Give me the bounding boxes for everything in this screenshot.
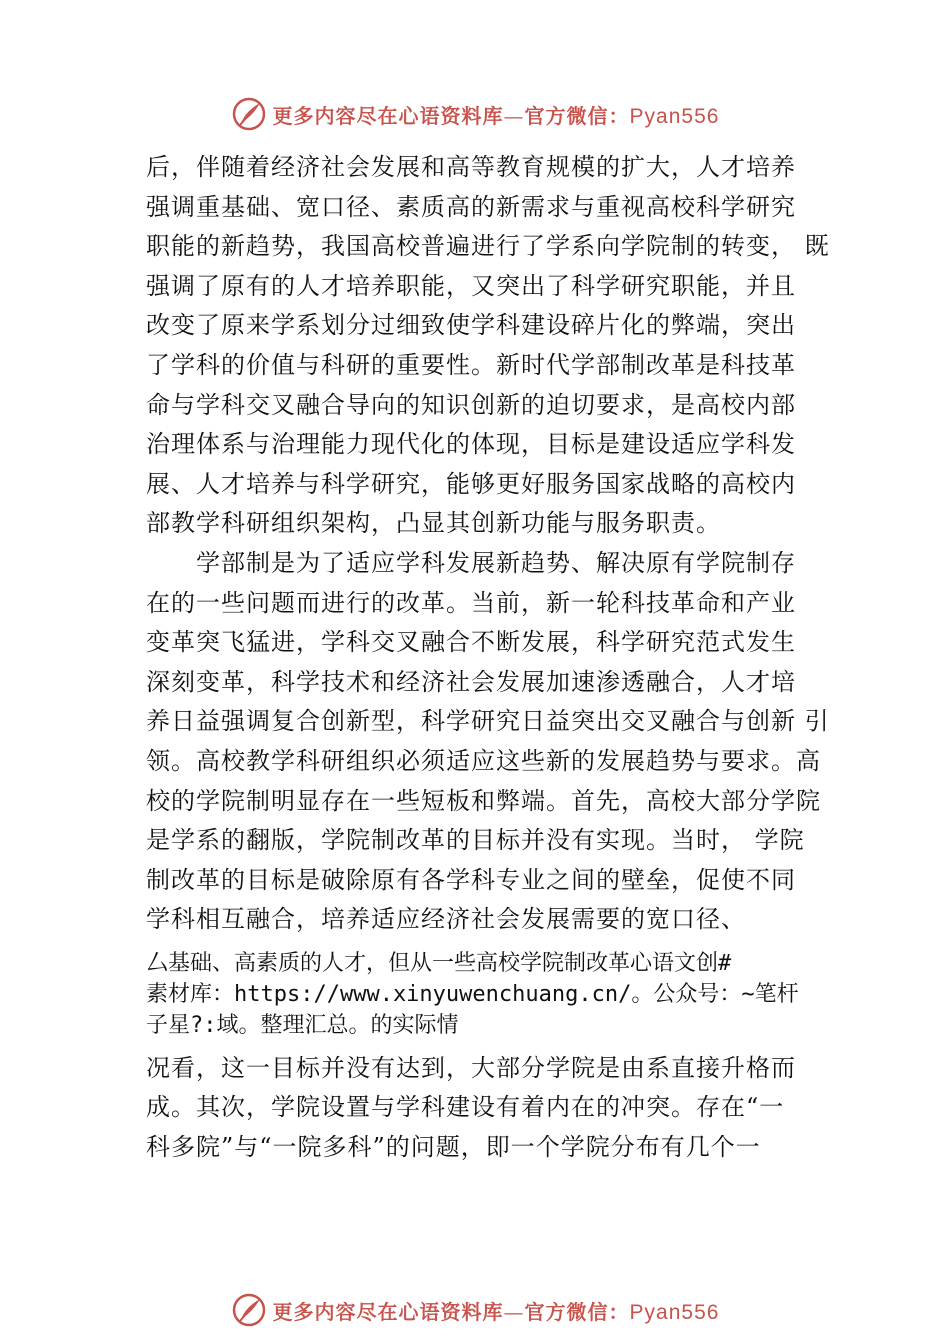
watermark-block [146, 948, 836, 1041]
quill-logo-icon [231, 1292, 267, 1328]
banner-sep: — [503, 103, 525, 128]
text-line: 命与学科交叉融合导向的知识创新的迫切要求，是高校内部 [146, 390, 796, 419]
banner-wechat: Pyan556 [629, 104, 720, 128]
text-line: 是学系的翻版，学院制改革的目标并没有实现。当时， 学院 [146, 826, 805, 855]
text-line: 变革突飞猛进，学科交叉融合不断发展，科学研究范式发生 [146, 628, 796, 657]
paragraph-2 [146, 544, 836, 940]
text-line: 在的一些问题而进行的改革。当前，新一轮科技革命和产业 [146, 588, 796, 617]
watermark-line: 厶基础、高素质的人才，但从一些高校学院制改革心语文创# [146, 950, 732, 976]
banner-text [273, 1296, 720, 1325]
text-line: 职能的新趋势，我国高校普遍进行了学系向学院制的转变， 既 [146, 232, 830, 261]
text-line: 校的学院制明显存在一些短板和弊端。首先，高校大部分学院 [146, 786, 821, 815]
banner-wechat: Pyan556 [629, 1300, 720, 1324]
text-line: 改变了原来学系划分过细致使学科建设碎片化的弊端，突出 [146, 311, 796, 340]
watermark-line: 素材库：https://www.xinyuwenchuang.cn/。公众号：~笔杆 [146, 981, 799, 1007]
text-line: 学科相互融合，培养适应经济社会发展需要的宽口径、 [146, 905, 746, 934]
banner-text [273, 100, 720, 129]
paragraph-1 [146, 148, 836, 544]
watermark-line: 子星?:域。整理汇总。的实际情 [146, 1012, 459, 1038]
banner-tail: 官方微信： [524, 103, 630, 128]
text-line: 科多院”与“一院多科”的问题，即一个学院分布有几个一 [146, 1133, 761, 1162]
text-line: 养日益强调复合创新型，科学研究日益突出交叉融合与创新 引 [146, 707, 830, 736]
text-line: 后，伴随着经济社会发展和高等教育规模的扩大，人才培养 [146, 153, 796, 181]
text-line: 治理体系与治理能力现代化的体现，目标是建设适应学科发 [146, 430, 796, 459]
header-banner [0, 92, 950, 136]
text-line: 了学科的价值与科研的重要性。新时代学部制改革是科技革 [146, 350, 796, 379]
text-line: 强调了原有的人才培养职能，又突出了科学研究职能，并且 [146, 271, 796, 300]
banner-main: 更多内容尽在心语资料库 [272, 1299, 504, 1324]
text-line: 况看，这一目标并没有达到，大部分学院是由系直接升格而 [146, 1053, 796, 1082]
banner-main: 更多内容尽在心语资料库 [272, 103, 504, 128]
quill-logo-icon [231, 96, 267, 132]
text-line: 展、人才培养与科学研究，能够更好服务国家战略的高校内 [146, 469, 796, 498]
text-line: 部教学科研组织架构，凸显其创新功能与服务职责。 [146, 509, 721, 538]
paragraph-3 [146, 1049, 836, 1168]
text-line: 学部制是为了适应学科发展新趋势、解决原有学院制存 [196, 548, 796, 577]
footer-banner [0, 1288, 950, 1332]
text-line: 制改革的目标是破除原有各学科专业之间的壁垒，促使不同 [146, 865, 796, 894]
text-line: 领。高校教学科研组织必须适应这些新的发展趋势与要求。高 [146, 746, 821, 775]
text-line: 深刻变革，科学技术和经济社会发展加速渗透融合，人才培 [146, 667, 796, 696]
text-line: 成。其次，学院设置与学科建设有着内在的冲突。存在“一 [146, 1093, 785, 1122]
text-line: 强调重基础、宽口径、素质高的新需求与重视高校科学研究 [146, 192, 796, 221]
document-body [146, 148, 836, 1168]
banner-sep: — [503, 1299, 525, 1324]
banner-tail: 官方微信： [524, 1299, 630, 1324]
